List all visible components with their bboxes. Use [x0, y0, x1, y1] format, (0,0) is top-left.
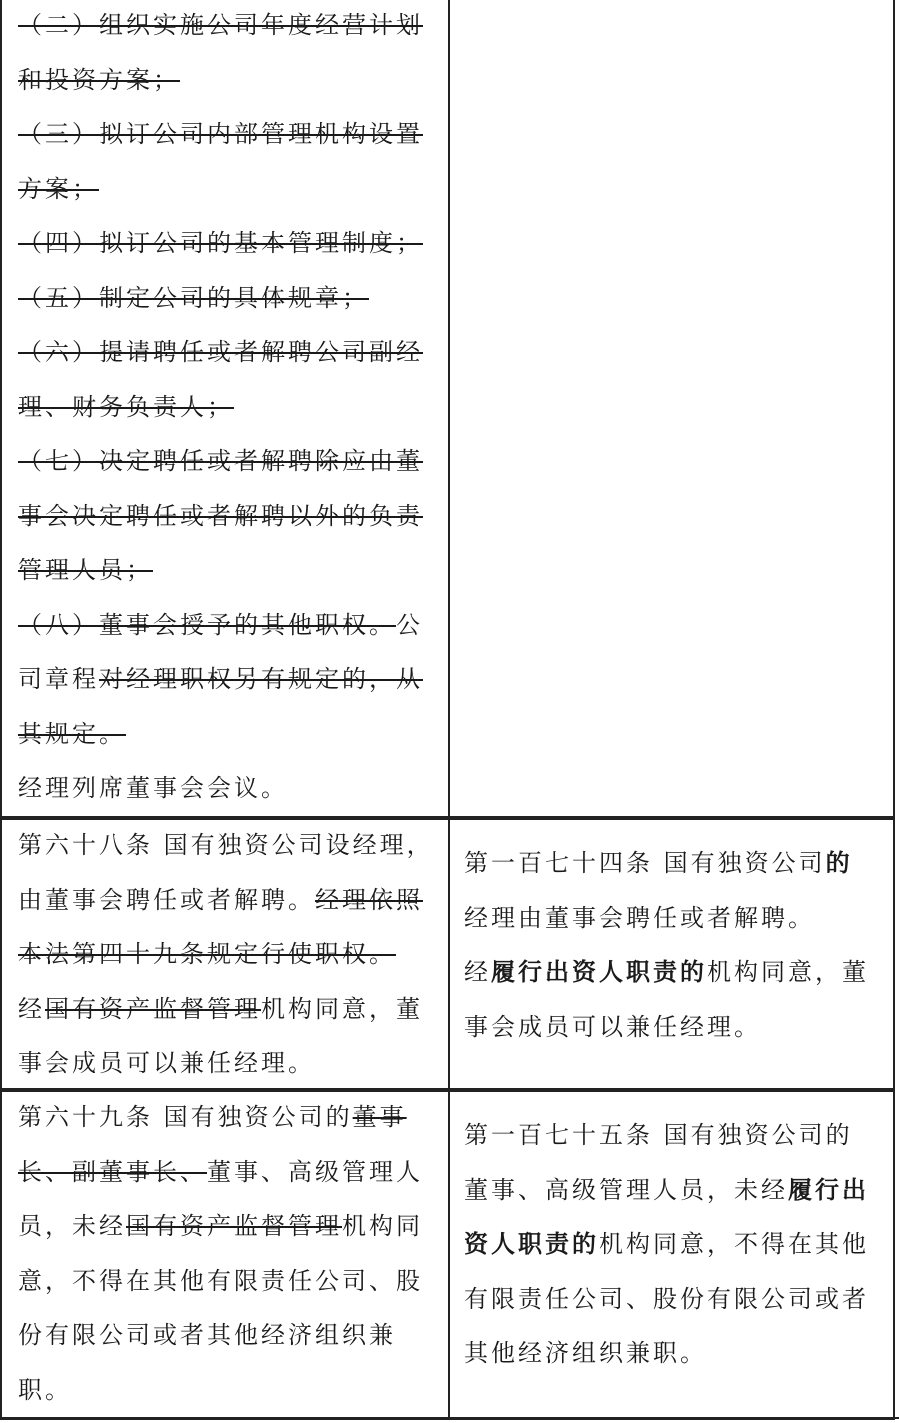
- plain-text: 董事、高级管理人员，未经: [18, 1157, 423, 1240]
- row3-left-cell: [0, 1088, 450, 1420]
- deleted-text: （四）拟订公司的基本管理制度；: [18, 229, 423, 257]
- plain-text: 机构同意，不得在其他有限责任公司、股份有限公司或者其他经济组织兼职。: [464, 1230, 869, 1367]
- plain-text: 机构同意，董事会成员可以兼任经理。: [18, 994, 423, 1077]
- row1-right-cell: [448, 0, 895, 820]
- plain-text: 第六十八条 国有独资公司设经理，由董事会聘任或者解聘。: [18, 831, 434, 914]
- plain-text: 经: [464, 958, 491, 986]
- article-68-para-1: [18, 818, 436, 982]
- plain-text: 公司章程: [18, 610, 423, 693]
- plain-text: 第六十九条 国有独资公司的: [18, 1103, 353, 1131]
- table-bottom-rule: [0, 1417, 899, 1419]
- article-174-para-2: [464, 945, 879, 1054]
- row1-closing-line: [18, 761, 436, 816]
- row2-right-cell: [448, 816, 895, 1092]
- article-69: [18, 1090, 436, 1417]
- row1-item-6: [18, 325, 436, 434]
- row1-item-7: [18, 434, 436, 598]
- article-175: [464, 1108, 879, 1381]
- row1-left-cell: [0, 0, 450, 820]
- deleted-text: （七）决定聘任或者解聘除应由董事会决定聘任或者解聘以外的负责管理人员；: [18, 447, 423, 584]
- row3-right-cell: [448, 1088, 895, 1420]
- deleted-text: 董事长、副董事长、: [18, 1103, 407, 1186]
- plain-text: 机构同意，不得在其他有限责任公司、股份有限公司或者其他经济组织兼职。: [18, 1212, 423, 1404]
- deleted-text: （六）提请聘任或者解聘公司副经理、财务负责人；: [18, 338, 423, 421]
- plain-text: 第一百七十四条 国有独资公司: [464, 849, 826, 877]
- plain-text: 机构同意，董事会成员可以兼任经理。: [464, 958, 869, 1041]
- added-text: 的: [825, 848, 853, 877]
- added-text: 履行出资人职责的: [491, 957, 707, 986]
- added-text: 履行出资人职责的: [464, 1174, 869, 1258]
- deleted-text: （三）拟订公司内部管理机构设置方案；: [18, 120, 423, 203]
- plain-text: 经理列席董事会会议。: [18, 774, 288, 802]
- deleted-text: 国有资产监督管理: [45, 994, 261, 1023]
- row1-item-2: [18, 0, 436, 107]
- deleted-text: 国有资产监督管理: [126, 1212, 342, 1240]
- row1-item-3: [18, 107, 436, 216]
- deleted-text: 对经理职权另有规定的，从其规定。: [18, 665, 423, 748]
- deleted-text: 经理依照本法第四十九条规定行使职权。: [18, 885, 423, 968]
- plain-text: 第一百七十五条 国有独资公司的董事、高级管理人员，未经: [464, 1121, 853, 1204]
- article-174-para-1: [464, 836, 879, 945]
- plain-text: 经理由董事会聘任或者解聘。: [464, 903, 815, 932]
- row1-item-5: [18, 271, 436, 326]
- article-68-para-2: [18, 982, 436, 1091]
- deleted-text: （八）董事会授予的其他职权。: [18, 610, 396, 639]
- plain-text: 经: [18, 994, 45, 1023]
- deleted-text: （五）制定公司的具体规章；: [18, 283, 369, 312]
- row1-item-4: [18, 216, 436, 271]
- row1-item-8: [18, 598, 436, 762]
- row2-left-cell: [0, 816, 450, 1092]
- deleted-text: （二）组织实施公司年度经营计划和投资方案；: [18, 11, 423, 94]
